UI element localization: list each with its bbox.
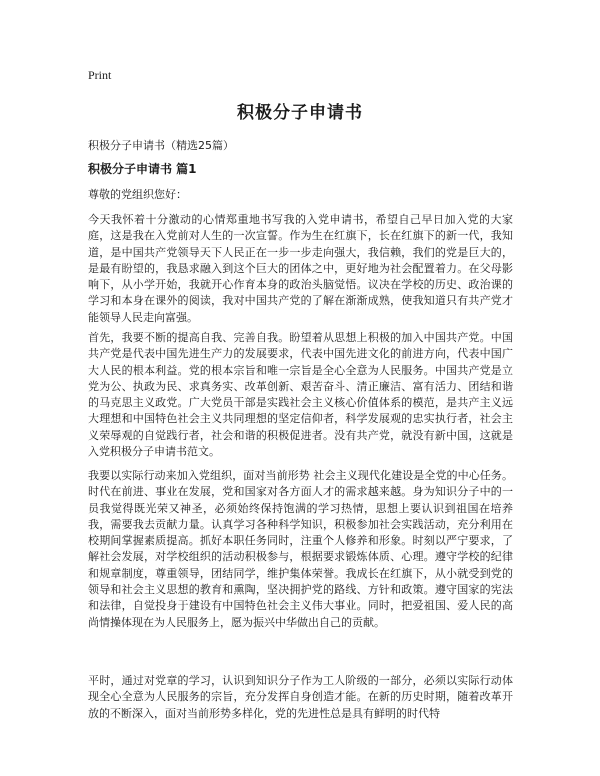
section-heading: 积极分子申请书 篇1 xyxy=(88,162,197,176)
body-paragraph-4: 平时，通过对党章的学习，认识到知识分子作为工人阶级的一部分，必须以实际行动体现全心全意为人民服务的宗旨，充分发挥自身创造才能。在新的历史时期，随着改革开放的不断深入，面对当前形势多样化，党的先进性总是具有鲜明的时代特 xyxy=(88,674,513,720)
document-subtitle: 积极分子申请书（精选25篇） xyxy=(88,139,234,152)
page-title: 积极分子申请书 xyxy=(237,103,363,123)
body-paragraph-2: 首先，我要不断的提高自我、完善自我。盼望着从思想上积极的加入中国共产党。中国共产党是代表中国先进生产力的发展要求，代表中国先进文化的前进方向，代表中国广大人民的根本利益。党的根本宗旨和唯一宗旨是全心全意为人民服务。中国共产党是立党为公、执政为民、求真务实、改革创新、艰苦奋斗、清正廉洁、富有活力、团结和谐的马克思主义政党。广大党员干部是实践社会主义核心价值体系的模范，是共产主义远大理想和中国特色社会主义共同理想的坚定信仰者，科学发展观的忠实执行者，社会主义荣辱观的自觉践行者，社会和谐的积极促进者。没有共产党，就没有新中国，这就是入党积极分子申请书范文。 xyxy=(88,331,513,459)
print-link[interactable]: Print xyxy=(88,68,112,82)
body-paragraph-1: 今天我怀着十分激动的心情郑重地书写我的入党申请书，希望自己早日加入党的大家庭，这是我在入党前对人生的一次宣誓。作为生在红旗下，长在红旗下的新一代，我知道，是中国共产党领导天下人民正在一步一步走向强大，我信赖，我们的党是巨大的，是最有盼望的，我恳求融入到这个巨大的团体之中，更好地为社会配置着力。在父母影响下，从小学开始，我就开心作育本身的政治头脑觉悟。议决在学校的历史、政治课的学习和本身在课外的阅读，我对中国共产党的了解在渐渐成熟，使我知道只有共产党才能领导人民走向富强。 xyxy=(88,213,513,324)
greeting-line: 尊敬的党组织您好： xyxy=(88,188,187,201)
body-paragraph-3: 我要以实际行动来加入党组织，面对当前形势 社会主义现代化建设是全党的中心任务。时代在前进、事业在发展，党和国家对各方面人才的需求越来越。身为知识分子中的一员我觉得既光荣又神圣，必须始终保持饱满的学习热情，思想上要认识到祖国在培养我，需要我去贡献力量。认真学习各种科学知识，积极参加社会实践活动，充分利用在校期间掌握素质提高。抓好本职任务同时，注重个人修养和形象。时刻以严宁要求，了解社会发展，对学校组织的活动积极参与，根据要求锻炼体质、心理。遵守学校的纪律和规章制度，尊重领导，团结同学，维护集体荣誉。我成长在红旗下，从小就受到党的领导和社会主义思想的教育和熏陶，坚决拥护党的路线、方针和政策。遵守国家的宪法和法律，自觉投身于建设有中国特色社会主义伟大事业。同时，把爱祖国、爱人民的高尚情操体现在为人民服务上，愿为振兴中华做出自己的贡献。 xyxy=(88,469,513,629)
